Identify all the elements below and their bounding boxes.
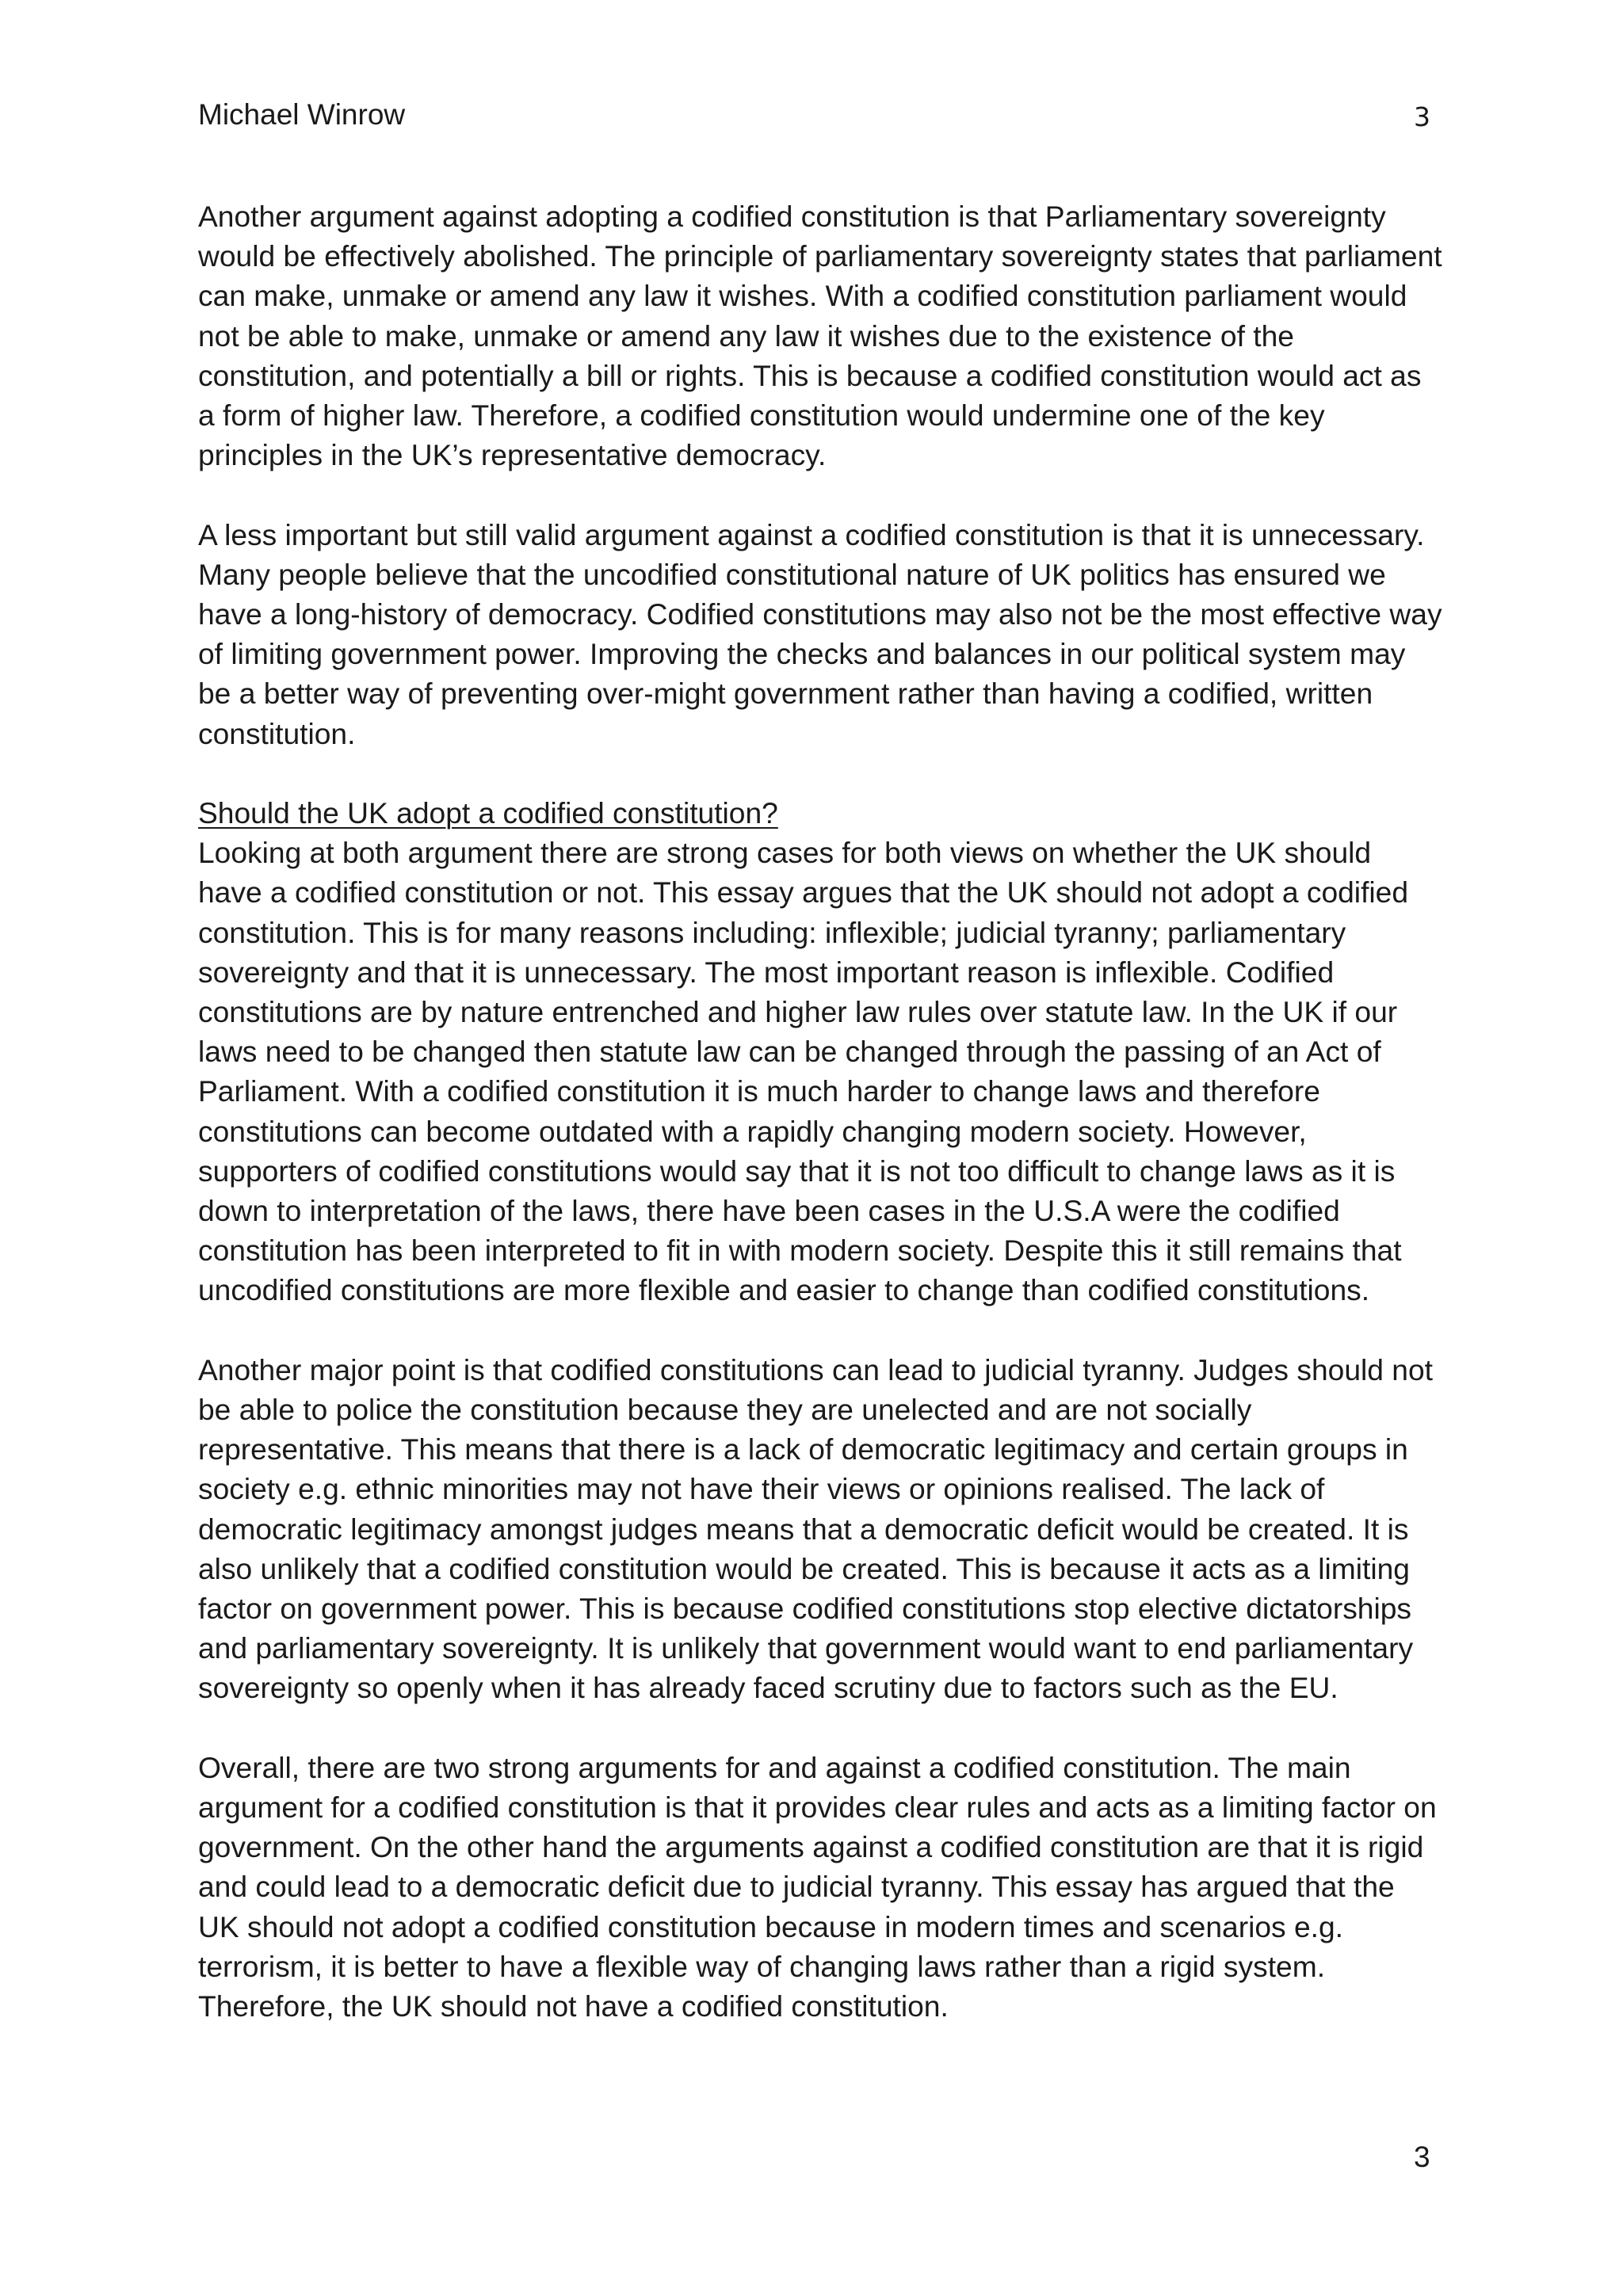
paragraph-parliamentary-sovereignty: Another argument against adopting a codified constitution is that Parliamentary sovereignty would be effectively abolished. The principle of parliamentary sovereignty states that parliament can make, unmake or amend any law it wishes. With a codified constitution parliament would not be able to make, unmake or amend any law it wishes due to the existence of the constitution, and potentially a bill or rights. This is because a codified constitution would act as a form of higher law. Therefore, a codified constitution would undermine one of the key principles in the UK’s representative democracy. [198, 200, 1442, 472]
section-heading: Should the UK adopt a codified constitution? [198, 796, 778, 830]
header-author: Michael Winrow [198, 98, 406, 131]
paragraph-unnecessary: A less important but still valid argument against a codified constitution is that it is unnecessary. Many people believe that the uncodified constitutional nature of UK politics has ensured we have a long-history of democracy. Codified constitutions may also not be the most effective way of limiting government power. Improving the checks and balances in our political system may be a better way of preventing over-might government rather than having a codified, written constitution. [198, 517, 1442, 750]
header-page-number: 3 [1414, 101, 1430, 132]
paragraph-inflexible: Looking at both argument there are strong cases for both views on whether the UK should have a codified constitution or not. This essay argues that the UK should not adopt a codified constitution. This is for many reasons including: inflexible; judicial tyranny; parliamentary sovereignty and that it is unnecessary. The most important reason is inflexible. Codified constitutions are by nature entrenched and higher law rules over statute law. In the UK if our laws need to be changed then statute law can be changed through the passing of an Act of Parliament. With a codified constitution it is much harder to change laws and therefore constitutions can become outdated with a rapidly changing modern society. However, supporters of codified constitutions would say that it is not too difficult to change laws as it is down to interpretation of the laws, there have been cases in the U.S.A were the codified constitution has been interpreted to fit in with modern society. Despite this it still remains that uncodified constitutions are more flexible and easier to change than codified constitutions. [198, 836, 1409, 1307]
body-text [198, 196, 1442, 2026]
footer-page-number: 3 [1414, 2141, 1430, 2173]
paragraph-judicial-tyranny: Another major point is that codified constitutions can lead to judicial tyranny. Judges should not be able to police the constitution because they are unelected and are not socially representative. This means that there is a lack of democratic legitimacy and certain groups in society e.g. ethnic minorities may not have their views or opinions realised. The lack of democratic legitimacy amongst judges means that a democratic deficit would be created. It is also unlikely that a codified constitution would be created. This is because it acts as a limiting factor on government power. This is because codified constitutions stop elective dictatorships and parliamentary sovereignty. It is unlikely that government would want to end parliamentary sovereignty so openly when it has already faced scrutiny due to factors such as the EU. [198, 1352, 1433, 1705]
paragraph-conclusion: Overall, there are two strong arguments for and against a codified constitution. The main argument for a codified constitution is that it provides clear rules and acts as a limiting factor on government. On the other hand the arguments against a codified constitution are that it is rigid and could lead to a democratic deficit due to judicial tyranny. This essay has argued that the UK should not adopt a codified constitution because in modern times and scenarios e.g. terrorism, it is better to have a flexible way of changing laws rather than a rigid system. Therefore, the UK should not have a codified constitution. [198, 1750, 1437, 2023]
